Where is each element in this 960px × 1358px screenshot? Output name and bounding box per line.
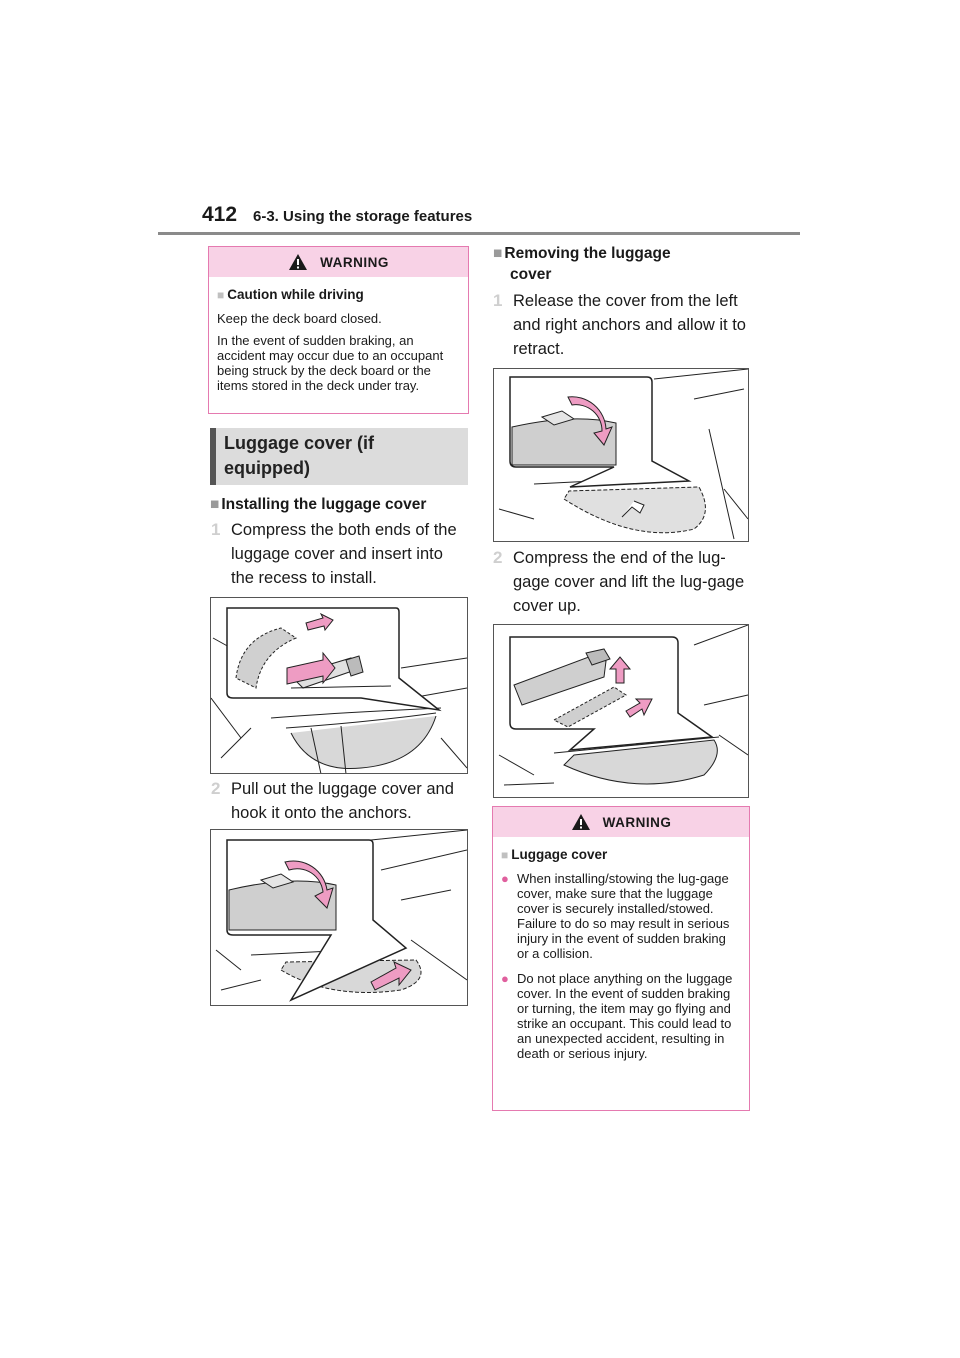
removing-subheading: ■ Removing the luggage cover bbox=[493, 243, 753, 285]
remove-step-1 bbox=[493, 289, 749, 361]
figure-release-cover bbox=[493, 368, 749, 542]
warning-paragraph: In the event of sudden braking, an accident may occur due to an occupant being struck by the deck board or the items stored in the deck under tray. bbox=[217, 333, 444, 393]
removing-title: cover bbox=[510, 266, 552, 283]
bullet-dot-icon: ● bbox=[501, 971, 509, 986]
warning-bullet bbox=[501, 871, 741, 961]
heading-line: Luggage cover (if bbox=[224, 433, 375, 453]
remove-step-2 bbox=[493, 546, 749, 618]
install-step-2 bbox=[211, 777, 467, 825]
step-number: 1 bbox=[493, 291, 503, 310]
warning-box-driving: WARNING ■ Caution while driving Keep the deck board closed. In the event of sudden braking, an accident may occur due to an occupant being struck by the deck board or the items stored in the deck under tray. bbox=[208, 246, 469, 414]
warning-paragraph: Keep the deck board closed. bbox=[217, 311, 382, 326]
figure-hook-cover bbox=[210, 829, 468, 1006]
bullet-dot-icon: ● bbox=[501, 871, 509, 886]
warning-box-luggage-cover: WARNING ■ Luggage cover ● When installing/stowing the lug-gage cover, make sure that the luggage cover is securely installed/stowed. Failure to do so may result in serious injury in the event of sudden braking or a collision. ● Do not place anything on the luggage cover. In the event of sudden braking or turning, the item may go flying and strike an occupant. This could lead to an unexpected accident, resulting in death or serious injury. bbox=[492, 806, 750, 1111]
step-text: Compress the both ends of the luggage cover and insert into the recess to install. bbox=[231, 521, 457, 587]
warning-title: WARNING bbox=[320, 254, 389, 270]
warning-title: WARNING bbox=[602, 814, 672, 830]
installing-title: Installing the luggage cover bbox=[221, 496, 427, 513]
figure-insert-cover bbox=[210, 597, 468, 774]
step-number: 2 bbox=[493, 548, 503, 567]
page-number: 412 bbox=[202, 203, 238, 226]
installing-subheading: ■ Installing the luggage cover bbox=[210, 496, 427, 513]
step-number: 1 bbox=[211, 520, 221, 539]
luggage-cover-heading bbox=[210, 428, 468, 485]
section-title: 6-3. Using the storage features bbox=[253, 208, 473, 225]
warning-header bbox=[493, 807, 749, 837]
warning-triangle-icon bbox=[288, 253, 308, 271]
step-text: Release the cover from the left and right anchors and allow it to retract. bbox=[513, 292, 746, 358]
header-divider bbox=[158, 232, 800, 235]
install-step-1 bbox=[211, 518, 467, 590]
warning-subtitle: Luggage cover bbox=[511, 847, 608, 862]
figure-lift-cover bbox=[493, 624, 749, 798]
bullet-text: Do not place anything on the luggage cover. In the event of sudden braking or turning, the item may go flying and strike an occupant. This could lead to an unexpected accident, resulting in death or serious injury. bbox=[517, 971, 733, 1061]
step-number: 2 bbox=[211, 779, 221, 798]
step-text: Compress the end of the lug-gage cover and lift the lug-gage cover up. bbox=[513, 549, 745, 615]
bullet-text: When installing/stowing the lug-gage cover, make sure that the luggage cover is securely installed/stowed. Failure to do so may result in serious injury in the event of sudden braking or a collision. bbox=[517, 871, 730, 961]
warning-triangle-icon bbox=[571, 813, 591, 831]
removing-title: Removing the luggage bbox=[504, 245, 671, 262]
warning-bullet bbox=[501, 971, 741, 1061]
warning-subtitle: Caution while driving bbox=[227, 287, 364, 302]
heading-line: equipped) bbox=[224, 458, 310, 478]
step-text: Pull out the luggage cover and hook it onto the anchors. bbox=[231, 780, 454, 822]
warning-header bbox=[209, 247, 468, 277]
